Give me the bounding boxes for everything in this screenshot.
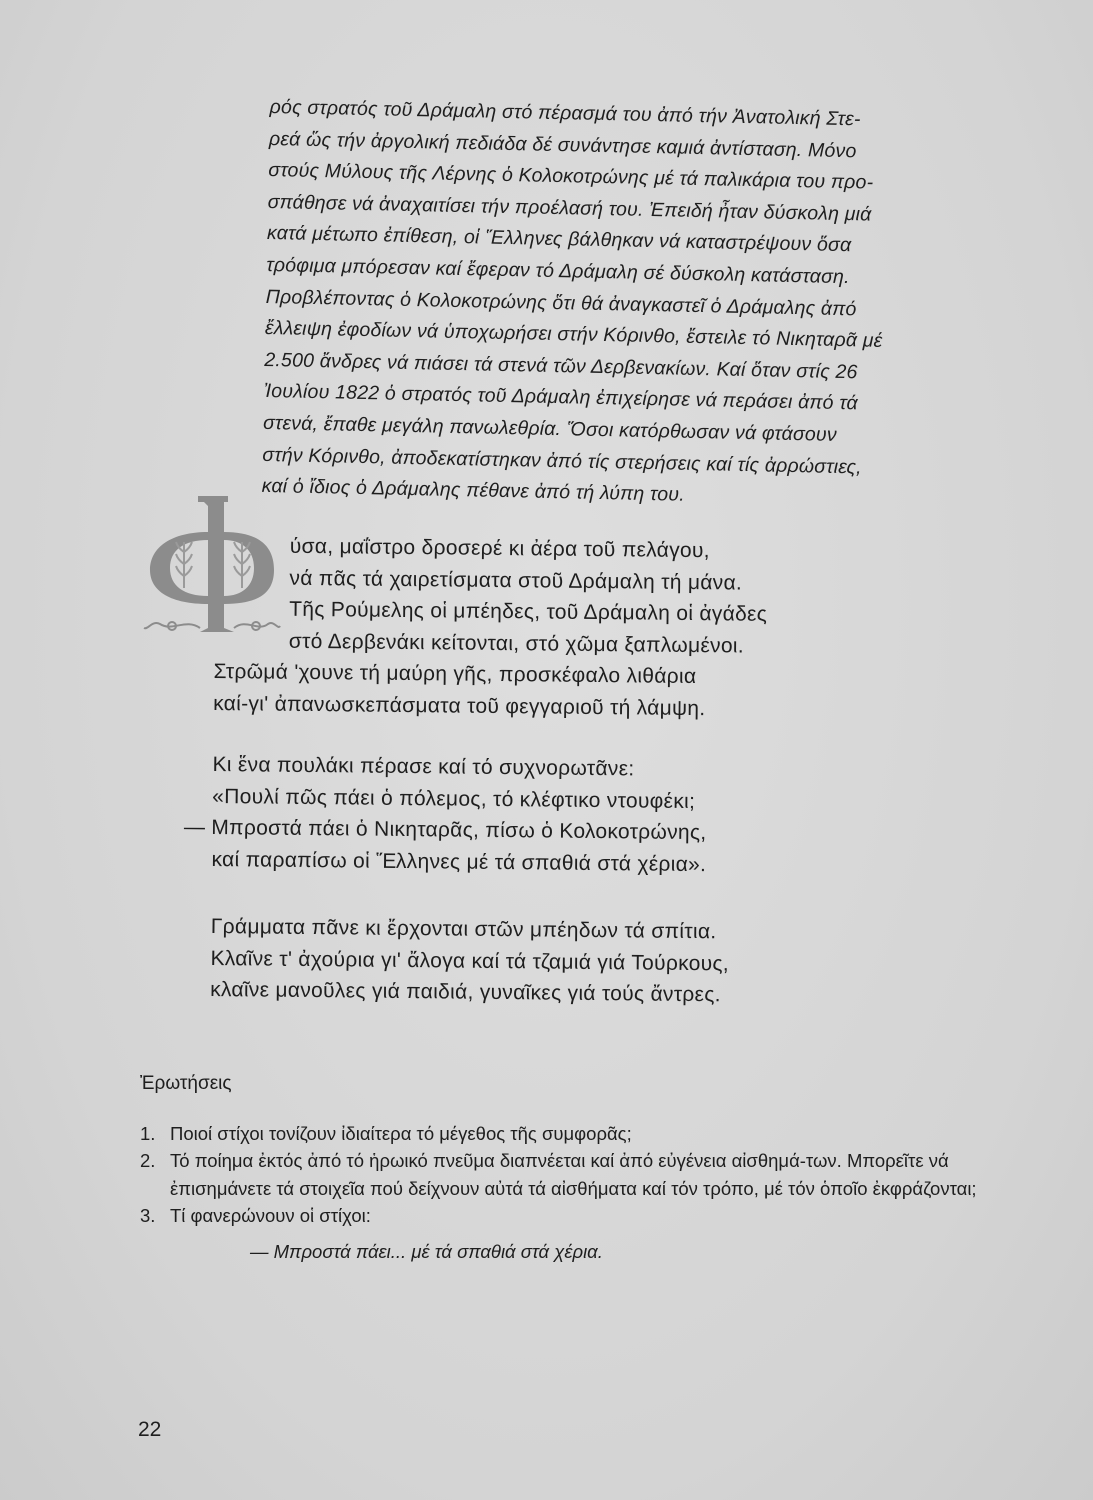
question-text: Τό ποίημα ἐκτός ἀπό τό ἡρωικό πνεῦμα διαπνέεται καί ἀπό εὐγένεια αἰσθημά-των. Μπορεῖτε νά ἐπισημάνετε τά στοιχεῖα πού δείχνουν αὐτά τά αἰσθήματα καί τόν τρόπο, μέ τόν ὁποῖο ἐκφράζονται; <box>170 1150 977 1199</box>
poem-line: Τῆς Ρούμελης οἱ μπέηδες, τοῦ Δράμαλη οἱ ἀγάδες <box>289 597 768 626</box>
prose-line: ρός στρατός τοῦ Δράμαλη στό πέρασμά του ἀπό τήν Ἀνατολική Στε- <box>269 95 861 131</box>
prose-line: στενά, ἔπαθε μεγάλη πανωλεθρία. Ὅσοι κατόρθωσαν νά φτάσουν <box>262 411 838 446</box>
prose-paragraph <box>261 92 1019 518</box>
poem-line: Στρῶμά 'χουνε τή μαύρη γῆς, προσκέφαλο λιθάρια <box>213 659 697 689</box>
prose-line: 2.500 ἄνδρες νά πιάσει τά στενά τῶν Δερβενακίων. Καί ὅταν στίς 26 <box>264 348 858 384</box>
poem-line: καί-γι' ἀπανωσκεπάσματα τοῦ φεγγαριοῦ τή λάμψη. <box>213 691 706 720</box>
question-number: 3. <box>140 1205 156 1226</box>
question-number: 2. <box>140 1150 156 1171</box>
poem-line: Κι ἕνα πουλάκι πέρασε καί τό συχνορωτᾶνε: <box>212 752 635 781</box>
poem <box>183 530 935 1013</box>
poem-line: Κλαῖνε τ' ἀχούρια γι' ἄλογα καί τά τζαμιά γιά Τούρκους, <box>210 946 730 975</box>
question-text: Τί φανερώνουν οἱ στίχοι: <box>170 1205 371 1226</box>
poem-line: στό Δερβενάκι κείτονται, στό χῶμα ξαπλωμένοι. <box>288 629 745 658</box>
prose-line: Ἰουλίου 1822 ὁ στρατός τοῦ Δράμαλη ἐπιχείρησε νά περάσει ἀπό τά <box>263 380 859 415</box>
prose-line: σπάθησε νά ἀναχαιτίσει τήν προέλασή του. Ἐπειδή ἦταν δύσκολη μιά <box>267 190 872 226</box>
question-item <box>140 1120 1020 1148</box>
poem-line: νά πᾶς τά χαιρετίσματα στοῦ Δράμαλη τή μάνα. <box>289 566 743 595</box>
question-item <box>140 1147 1020 1202</box>
question-number: 1. <box>140 1122 156 1144</box>
question-text: Ποιοί στίχοι τονίζουν ἰδιαίτερα τό μέγεθος τῆς συμφορᾶς; <box>170 1122 632 1144</box>
page-number: 22 <box>138 1418 162 1441</box>
poem-line: Γράμματα πᾶνε κι ἔρχονται στῶν μπέηδων τά σπίτια. <box>210 914 717 944</box>
question-item <box>140 1202 1020 1230</box>
poem-line: ύσα, μαΐστρο δροσερέ κι ἀέρα τοῦ πελάγου, <box>289 534 710 563</box>
questions-title: Ἐρωτήσεις <box>140 1073 232 1094</box>
poem-line: καί παραπίσω οἱ Ἕλληνες μέ τά σπαθιά στά χέρια». <box>211 847 707 876</box>
prose-line: Προβλέποντας ὁ Κολοκοτρώνης ὅτι θά ἀναγκαστεῖ ὁ Δράμαλης ἀπό <box>265 285 857 320</box>
poem-line: κλαῖνε μανοῦλες γιά παιδιά, γυναῖκες γιά τούς ἄντρες. <box>210 977 721 1007</box>
prose-line: καί ὁ ἴδιος ὁ Δράμαλης πέθανε ἀπό τή λύπη του. <box>261 475 686 506</box>
questions-section <box>140 1070 1020 1265</box>
prose-line: στήν Κόρινθο, ἀποδεκατίστηκαν ἀπό τίς στερήσεις καί τίς ἀρρώστιες, <box>262 443 863 479</box>
poem-line: — Μπροστά πάει ὁ Νικηταρᾶς, πίσω ὁ Κολοκοτρώνης, <box>183 815 707 845</box>
prose-line: ρεά ὥς τήν ἀργολική πεδιάδα δέ συνάντησε καμιά ἀντίσταση. Μόνο <box>268 127 857 162</box>
question-quote: — Μπροστά πάει... μέ τά σπαθιά στά χέρια. <box>250 1240 603 1262</box>
prose-line: τρόφιμα μπόρεσαν καί ἔφεραν τό Δράμαλη σέ δύσκολη κατάσταση. <box>266 253 850 289</box>
prose-line: στούς Μύλους τῆς Λέρνης ὁ Κολοκοτρώνης μέ τά παλικάρια του προ- <box>268 159 874 194</box>
prose-line: κατά μέτωπο ἐπίθεση, οἱ Ἕλληνες βάλθηκαν νά καταστρέψουν ὅσα <box>266 222 852 257</box>
prose-line: ἔλλειψη ἐφοδίων νά ὑποχωρήσει στήν Κόρινθο, ἔστειλε τό Νικηταρᾶ μέ <box>264 317 883 353</box>
poem-line: «Πουλί πῶς πάει ὁ πόλεμος, τό κλέφτικο ντουφέκι; <box>212 784 696 813</box>
